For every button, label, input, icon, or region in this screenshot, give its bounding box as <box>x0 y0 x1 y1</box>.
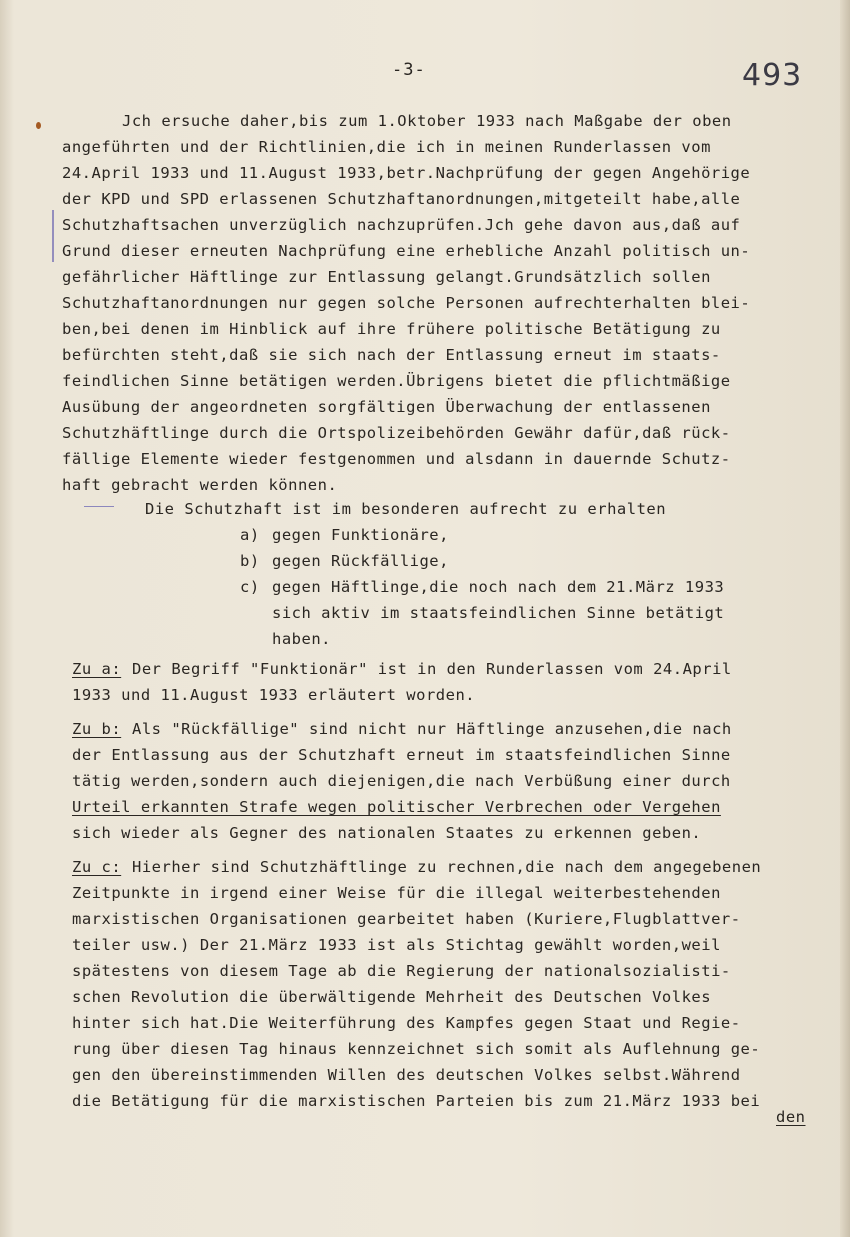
text-line: fällige Elemente wieder festgenommen und alsdann in dauernde Schutz- <box>62 450 731 468</box>
text-line: Hierher sind Schutzhäftlinge zu rechnen,die nach dem angegebenen <box>132 858 762 876</box>
margin-pen-mark <box>52 210 54 262</box>
text-line: Schutzhaftanordnungen nur gegen solche Personen aufrechterhalten blei- <box>62 294 751 312</box>
text-line: teiler usw.) Der 21.März 1933 ist als Stichtag gewählt worden,weil <box>72 936 721 954</box>
text-line: Grund dieser erneuten Nachprüfung eine erhebliche Anzahl politisch un- <box>62 242 751 260</box>
list-item: gegen Häftlinge,die noch nach dem 21.März 1933 <box>272 578 725 596</box>
pen-dash-mark <box>84 506 114 507</box>
text-line: gefährlicher Häftlinge zur Entlassung gelangt.Grundsätzlich sollen <box>62 268 711 286</box>
list-item-continuation: sich aktiv im staatsfeindlichen Sinne betätigt <box>272 604 725 622</box>
text-line: der KPD und SPD erlassenen Schutzhaftanordnungen,mitgeteilt habe,alle <box>62 190 741 208</box>
page-number: -3- <box>392 60 426 80</box>
text-line: Als "Rückfällige" sind nicht nur Häftlinge anzusehen,die nach <box>132 720 732 738</box>
page-edge <box>840 0 850 1237</box>
text-line: schen Revolution die überwältigende Mehrheit des Deutschen Volkes <box>72 988 712 1006</box>
text-line: hinter sich hat.Die Weiterführung des Kampfes gegen Staat und Regie- <box>72 1014 741 1032</box>
text-line: Zeitpunkte in irgend einer Weise für die illegal weiterbestehenden <box>72 884 721 902</box>
section-label-zu-a: Zu a: <box>72 660 122 678</box>
text-line: marxistischen Organisationen gearbeitet haben (Kuriere,Flugblattver- <box>72 910 741 928</box>
text-line: sich wieder als Gegner des nationalen Staates zu erkennen geben. <box>72 824 702 842</box>
text-line: spätestens von diesem Tage ab die Regierung der nationalsozialisti- <box>72 962 731 980</box>
text-line: Jch ersuche daher,bis zum 1.Oktober 1933 nach Maßgabe der oben <box>122 112 732 130</box>
text-line: die Betätigung für die marxistischen Parteien bis zum 21.März 1933 bei <box>72 1092 761 1110</box>
text-line: 24.April 1933 und 11.August 1933,betr.Nachprüfung der gegen Angehörige <box>62 164 751 182</box>
list-marker: c) <box>240 578 260 596</box>
text-line: Ausübung der angeordneten sorgfältigen Überwachung der entlassenen <box>62 398 711 416</box>
text-line: der Entlassung aus der Schutzhaft erneut im staatsfeindlichen Sinne <box>72 746 731 764</box>
text-line: Schutzhaftsachen unverzüglich nachzuprüfen.Jch gehe davon aus,daß auf <box>62 216 741 234</box>
section-label-zu-c: Zu c: <box>72 858 122 876</box>
list-item-continuation: haben. <box>272 630 331 648</box>
list-marker: b) <box>240 552 260 570</box>
text-line: gen den übereinstimmenden Willen des deutschen Volkes selbst.Während <box>72 1066 741 1084</box>
text-line: rung über diesen Tag hinaus kennzeichnet sich somit als Auflehnung ge- <box>72 1040 761 1058</box>
text-line: haft gebracht werden können. <box>62 476 338 494</box>
list-item: gegen Funktionäre, <box>272 526 449 544</box>
text-line: angeführten und der Richtlinien,die ich in meinen Runderlassen vom <box>62 138 711 156</box>
text-line: Urteil erkannten Strafe wegen politischer Verbrechen oder Vergehen <box>72 798 721 816</box>
text-line: Die Schutzhaft ist im besonderen aufrecht zu erhalten <box>145 500 667 518</box>
ink-stain <box>36 122 41 129</box>
text-line: feindlichen Sinne betätigen werden.Übrigens bietet die pflichtmäßige <box>62 372 731 390</box>
text-line: Schutzhäftlinge durch die Ortspolizeibehörden Gewähr dafür,daß rück- <box>62 424 731 442</box>
text-line: tätig werden,sondern auch diejenigen,die nach Verbüßung einer durch <box>72 772 731 790</box>
list-item: gegen Rückfällige, <box>272 552 449 570</box>
text-line: 1933 und 11.August 1933 erläutert worden. <box>72 686 476 704</box>
section-label-zu-b: Zu b: <box>72 720 122 738</box>
text-line: ben,bei denen im Hinblick auf ihre frühere politische Betätigung zu <box>62 320 721 338</box>
list-marker: a) <box>240 526 260 544</box>
catchword: den <box>776 1108 806 1126</box>
text-line: befürchten steht,daß sie sich nach der Entlassung erneut im staats- <box>62 346 721 364</box>
folio-number: 493 <box>742 58 803 93</box>
text-line: Der Begriff "Funktionär" ist in den Runderlassen vom 24.April <box>132 660 732 678</box>
